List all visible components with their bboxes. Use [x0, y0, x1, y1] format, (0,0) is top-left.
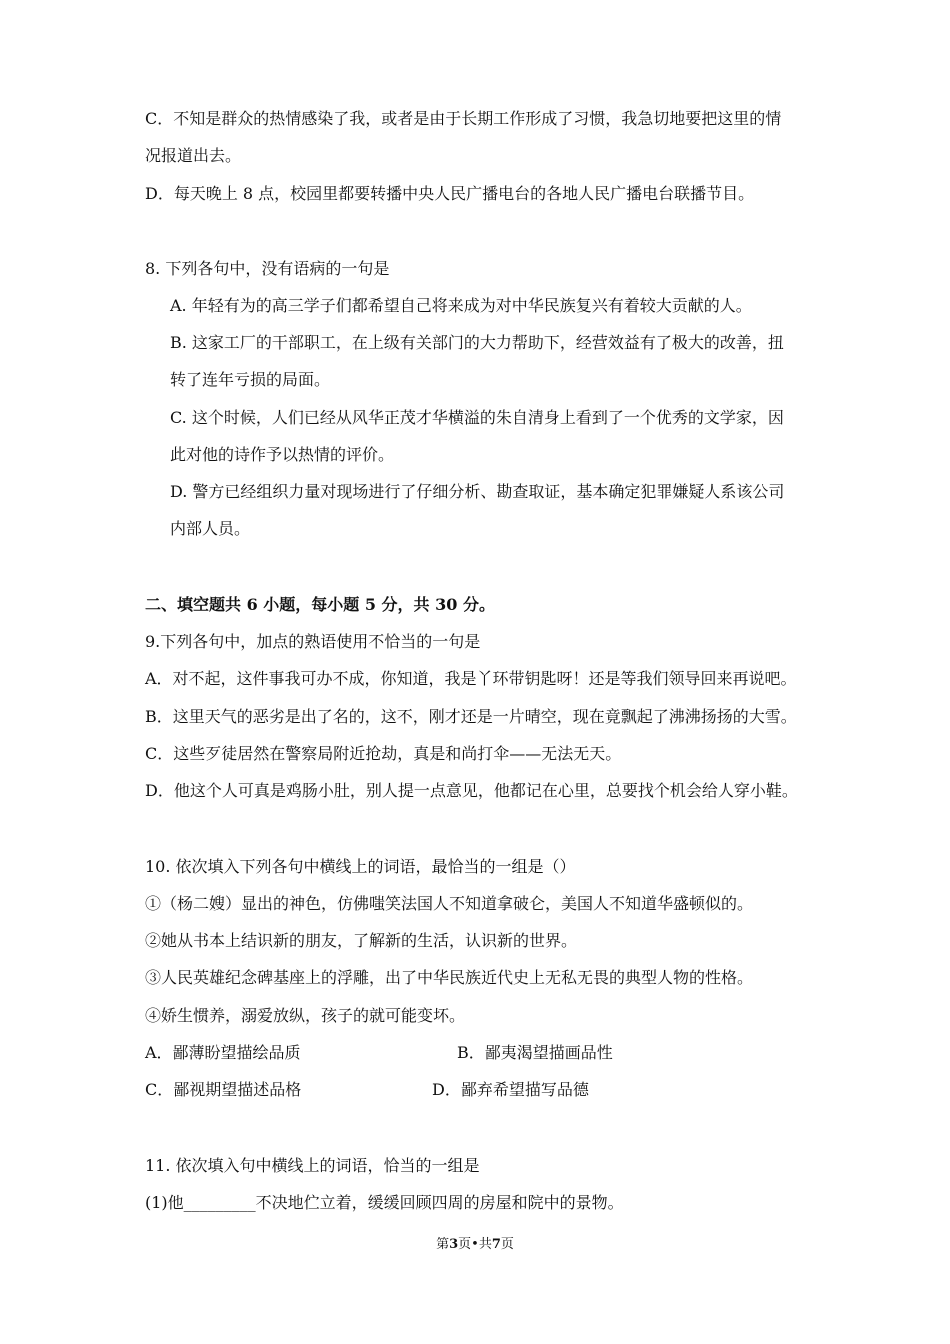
q10-sentence-2: ②她从书本上结识新的朋友，了解新的生活，认识新的世界。	[145, 931, 578, 950]
q10-stem: 10. 依次填入下列各句中横线上的词语，最恰当的一组是（）	[145, 857, 576, 876]
q8-option-b-line1: B. 这家工厂的干部职工，在上级有关部门的大力帮助下，经营效益有了极大的改善，扭	[170, 333, 784, 352]
q10-sentence-1: ①（杨二嫂）显出的神色，仿佛嗤笑法国人不知道拿破仑，美国人不知道华盛顿似的。	[145, 894, 754, 913]
q8-stem: 8. 下列各句中，没有语病的一句是	[145, 259, 390, 278]
section-heading: 二、填空题共 6 小题，每小题 5 分，共 30 分。	[145, 595, 495, 614]
current-page-number: 3	[449, 1237, 459, 1252]
q8-option-c-line1: C. 这个时候，人们已经从风华正茂才华横溢的朱自清身上看到了一个优秀的文学家，因	[170, 408, 784, 427]
total-page-number: 7	[491, 1237, 501, 1252]
q10-sentence-4: ④娇生惯养，溺爱放纵，孩子的就可能变坏。	[145, 1006, 466, 1025]
q10-option-b: B．鄙夷渴望描画品性	[457, 1043, 613, 1062]
q10-option-d: D．鄙弃希望描写品德	[432, 1080, 589, 1099]
page-footer	[0, 1233, 950, 1252]
footer-suffix: 页	[500, 1237, 514, 1252]
q9-option-a: A．对不起，这件事我可办不成，你知道，我是丫环带钥匙呀！还是等我们领导回来再说吧。	[145, 669, 797, 688]
q8-option-c-line2: 此对他的诗作予以热情的评价。	[170, 445, 395, 464]
q9-option-c: C．这些歹徒居然在警察局附近抢劫，真是和尚打伞——无法无天。	[145, 744, 622, 763]
q8-option-a: A. 年轻有为的高三学子们都希望自己将来成为对中华民族复兴有着较大贡献的人。	[170, 296, 752, 315]
footer-prefix: 第	[436, 1237, 450, 1252]
q9-option-b: B．这里天气的恶劣是出了名的，这不，刚才还是一片晴空，现在竟飘起了沸沸扬扬的大雪。	[145, 707, 797, 726]
q7-option-c-line1: C．不知是群众的热情感染了我，或者是由于长期工作形成了习惯，我急切地要把这里的情	[145, 109, 782, 128]
q7-option-c-line2: 况报道出去。	[145, 146, 242, 165]
q9-stem: 9.下列各句中，加点的熟语使用不恰当的一句是	[145, 632, 481, 651]
q7-option-d: D．每天晚上 8 点，校园里都要转播中央人民广播电台的各地人民广播电台联播节目。	[145, 184, 755, 203]
q10-sentence-3: ③人民英雄纪念碑基座上的浮雕，出了中华民族近代史上无私无畏的典型人物的性格。	[145, 968, 754, 987]
q9-option-d: D．他这个人可真是鸡肠小肚，别人提一点意见，他都记在心里，总要找个机会给人穿小鞋。	[145, 781, 798, 800]
q8-option-d-line1: D. 警方已经组织力量对现场进行了仔细分析、勘查取证，基本确定犯罪嫌疑人系该公司	[170, 482, 785, 501]
q10-option-a: A．鄙薄盼望描绘品质	[145, 1043, 301, 1062]
q10-option-c: C．鄙视期望描述品格	[145, 1080, 302, 1099]
q8-option-b-line2: 转了连年亏损的局面。	[170, 370, 331, 389]
footer-middle: 页•共	[458, 1237, 492, 1252]
q8-option-d-line2: 内部人员。	[170, 519, 251, 538]
q11-stem: 11. 依次填入句中横线上的词语，恰当的一组是	[145, 1156, 480, 1175]
q11-sentence-1: (1)他_________不决地伫立着，缓缓回顾四周的房屋和院中的景物。	[145, 1193, 624, 1212]
